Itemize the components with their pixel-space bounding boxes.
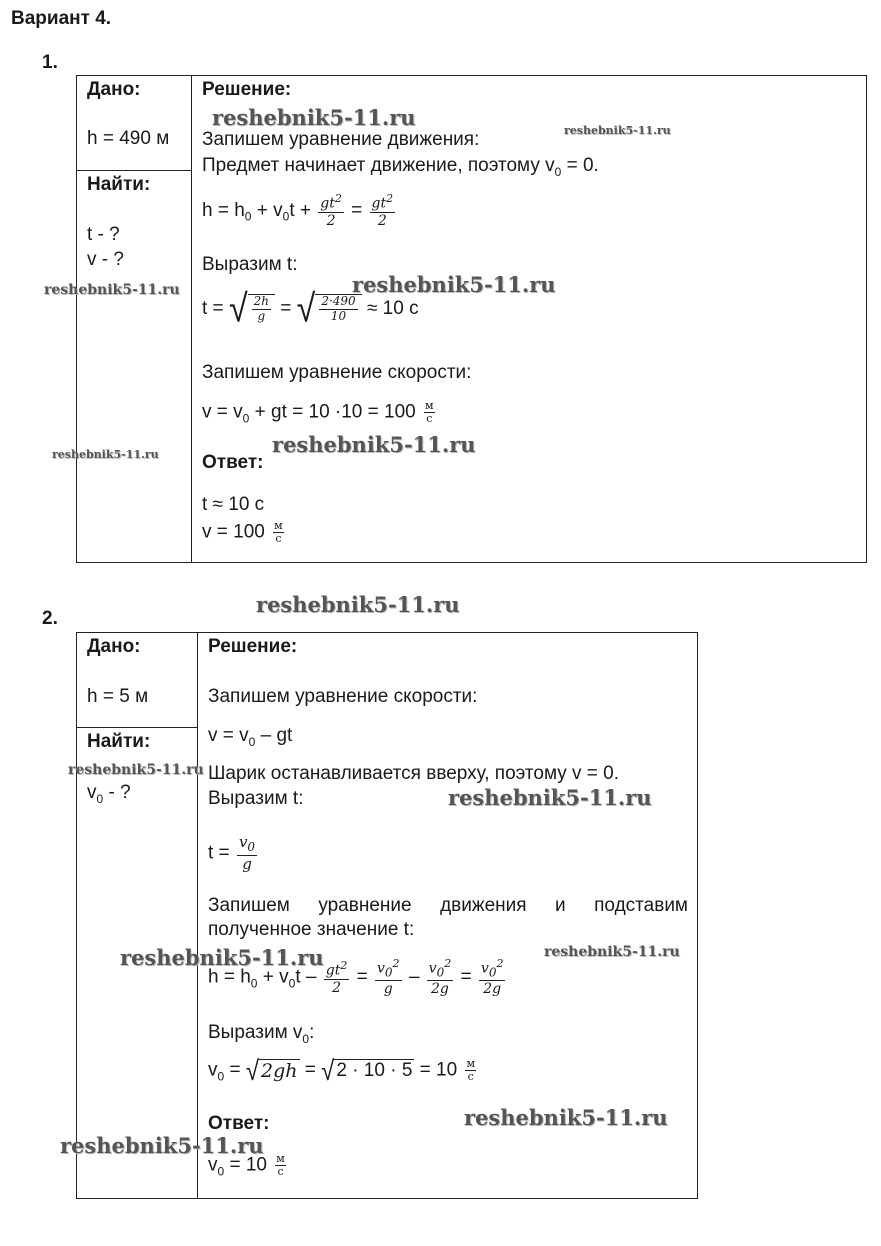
watermark: reshebnik5-11.ru xyxy=(544,944,680,960)
velocity-eq-start: v = v xyxy=(202,401,243,423)
velocity-eq-label: Запишем уравнение скорости: xyxy=(208,686,478,707)
velocity-equation: $v = v_0$ – gt xyxy=(208,725,293,749)
given-label: Дано: xyxy=(87,79,141,100)
motion-equation: $h = h_0 + v_0t$ + $\frac{gt^2}{2}$ = $\frac{gt^2}{2}$ xyxy=(202,192,394,229)
find-label: Найти: xyxy=(87,731,151,752)
t-formula: t = √ $\frac{2h}{g}$ = √ $\frac{2\cdot 490}{10}$ ≈ 10 с xyxy=(202,286,419,332)
answer-velocity-value: v = 100 xyxy=(202,521,265,543)
t-result: ≈ 10 с xyxy=(366,298,419,320)
unit-s: с xyxy=(467,1070,474,1084)
velocity-eq-rest: – gt xyxy=(255,725,293,746)
stop-condition: Шарик останавливается вверху, поэтому v = 0. xyxy=(208,763,620,784)
watermark: reshebnik5-11.ru xyxy=(120,945,324,970)
start-text-end: = 0. xyxy=(561,155,599,176)
solution-label: Решение: xyxy=(208,636,298,657)
express-v0: Выразим $v_0$: xyxy=(208,1022,315,1046)
given-label: Дано: xyxy=(87,636,141,657)
find-v0: v xyxy=(87,782,97,803)
find-initial-velocity: $v_0$ - ? xyxy=(87,782,131,806)
substitute-text: Запишем уравнение движения и подставим полученное значение t: xyxy=(208,895,688,940)
express-t: Выразим t: xyxy=(202,254,298,275)
watermark: reshebnik5-11.ru xyxy=(564,124,671,137)
find-v0-rest: - ? xyxy=(103,782,131,803)
v0-formula: $v_0$ = √ 2gh = √ 2 · 10 · 5 = 10 м с xyxy=(208,1054,476,1087)
problem-1-number: 1. xyxy=(42,52,58,73)
problem-2-number: 2. xyxy=(42,608,58,629)
watermark: reshebnik5-11.ru xyxy=(68,762,204,778)
motion-equation: $h = h_0 + v_0t$ – $\frac{gt^2}{2}$ = $\frac{v_0^2}{g}$ – $\frac{v_0^2}{2g}$ = $\frac{v_0^2}{2g}$ xyxy=(208,957,504,998)
t-formula: t = $\frac{v_0}{g}$ xyxy=(208,833,256,873)
find-velocity: v - ? xyxy=(87,249,124,270)
velocity-equation: $v = v_0$ + gt = 10 ·10 = 100 м с xyxy=(202,399,434,426)
unit-m: м xyxy=(274,519,283,532)
unit-m: м xyxy=(466,1057,476,1070)
start-text: Предмет начинает движение, поэтому v xyxy=(202,155,555,176)
watermark: reshebnik5-11.ru xyxy=(352,272,556,297)
variant-title: Вариант 4. xyxy=(11,8,112,29)
watermark: reshebnik5-11.ru xyxy=(44,282,180,298)
solution-label: Решение: xyxy=(202,79,292,100)
unit-m: м xyxy=(425,399,434,412)
express-v0-text: Выразим v xyxy=(208,1022,303,1043)
watermark: reshebnik5-11.ru xyxy=(256,592,460,617)
answer-v0-rest: = 10 xyxy=(224,1154,267,1176)
watermark: reshebnik5-11.ru xyxy=(272,432,476,457)
watermark: reshebnik5-11.ru xyxy=(212,105,416,130)
solution-line-start: Предмет начинает движение, поэтому $v_0 = 0$. xyxy=(202,155,599,179)
watermark: reshebnik5-11.ru xyxy=(464,1105,668,1130)
find-time: t - ? xyxy=(87,224,120,245)
unit-s: с xyxy=(277,1165,284,1179)
given-height: h = 490 м xyxy=(87,128,170,149)
answer-velocity xyxy=(202,520,284,545)
answer-label: Ответ: xyxy=(202,452,264,473)
unit-s: с xyxy=(426,412,433,426)
velocity-eq-start: v = v xyxy=(208,725,249,746)
unit-m: м xyxy=(276,1152,285,1165)
answer-label: Ответ: xyxy=(208,1113,270,1134)
answer-v0-start: v xyxy=(208,1154,218,1176)
velocity-eq-rest: + gt = 10 ·10 = 100 xyxy=(249,401,416,423)
answer-time: t ≈ 10 с xyxy=(202,494,265,515)
solution-line-motion: Запишем уравнение движения: xyxy=(202,129,480,150)
express-t: Выразим t: xyxy=(208,788,304,809)
watermark: reshebnik5-11.ru xyxy=(52,448,159,461)
unit-s: с xyxy=(275,532,282,546)
watermark: reshebnik5-11.ru xyxy=(60,1133,264,1158)
given-height: h = 5 м xyxy=(87,686,149,707)
velocity-eq-label: Запишем уравнение скорости: xyxy=(202,362,472,383)
answer-v0: $v_0 = 10$ м с xyxy=(208,1152,285,1179)
find-label: Найти: xyxy=(87,174,151,195)
watermark: reshebnik5-11.ru xyxy=(448,785,652,810)
